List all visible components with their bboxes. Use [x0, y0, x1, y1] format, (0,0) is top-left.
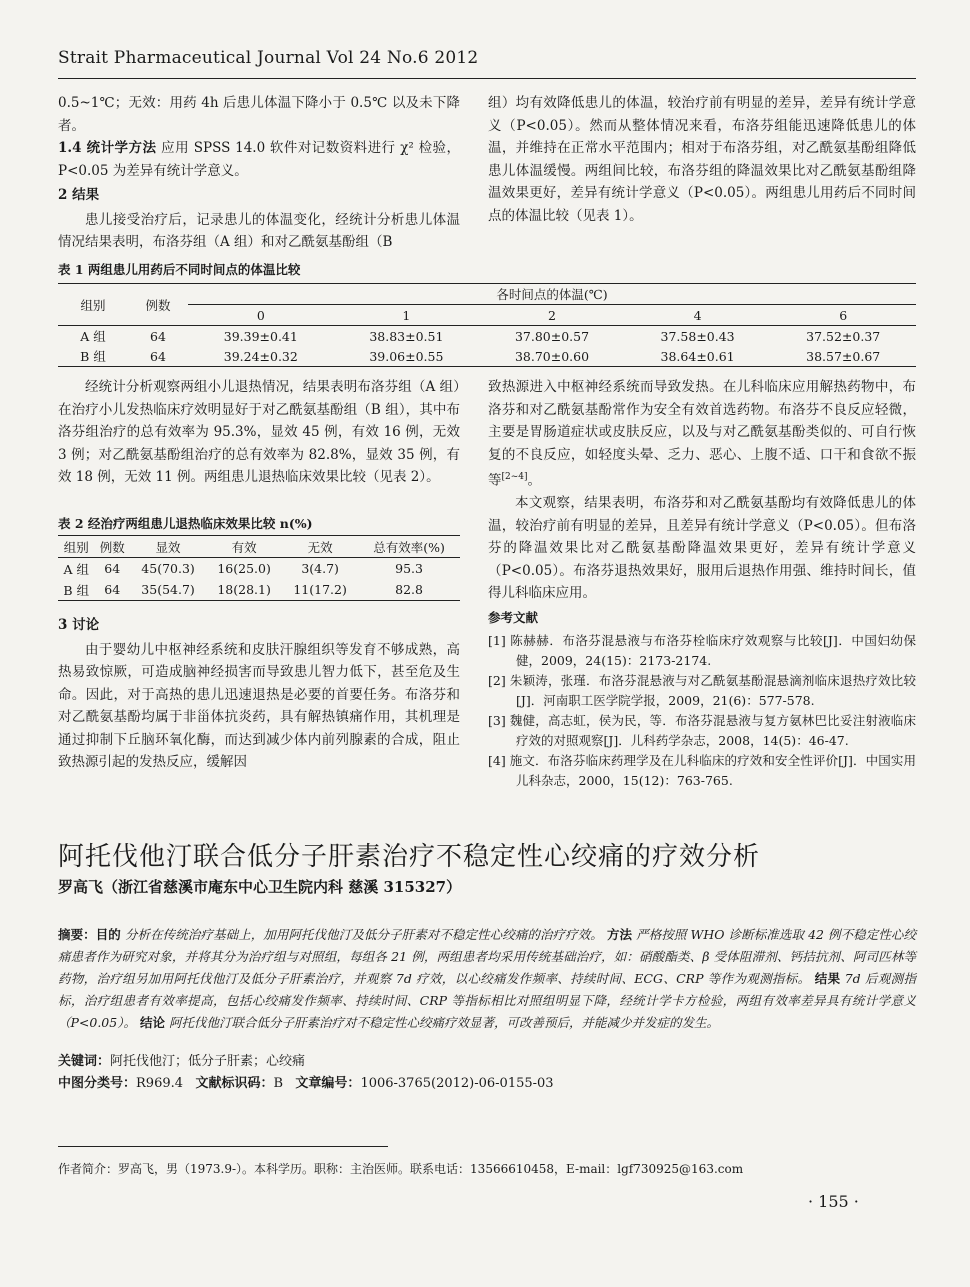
art-value: 1006-3765(2012)-06-0155-03	[360, 1076, 554, 1091]
references-list	[488, 631, 916, 791]
author-footnote: 作者简介：罗高飞，男（1973.9-）。本科学历。职称：主治医师。联系电话：13566610458，E-mail：lgf730925@163.com	[58, 1162, 744, 1176]
table-cell: B 组	[58, 579, 94, 601]
abstract-objective: 分析在传统治疗基础上，加用阿托伐他汀及低分子肝素对不稳定性心绞痛的治疗疗效。	[124, 927, 603, 942]
paragraph: 经统计分析观察两组小儿退热情况，结果表明布洛芬组（A 组）在治疗小儿发热临床疗效明显好于对乙酰氨基酚组（B 组），其中布洛芬组治疗的总有效率为 95.3%，显效 45 例，有效 16 例，无效 3 例；对乙酰氨基酚组治疗的总有效率为 82.8%，显效 35 例，有效 18 例，无效 11 例。两组患儿退热临床效果比较（见表 2）。	[58, 379, 460, 485]
table2-header: 无效	[282, 536, 358, 558]
table1-time-header: 1	[334, 305, 480, 326]
section-1-4	[58, 137, 460, 182]
cls-label: 中图分类号：	[58, 1076, 137, 1091]
table-cell: 37.52±0.37	[806, 328, 881, 344]
table-cell: 38.83±0.51	[369, 328, 444, 344]
reference-item: [2] 朱颖涛，张瑾．布洛芬混悬液与对乙酰氨基酚混悬滴剂临床退热疗效比较[J]．河南职工医学院学报，2009，21(6)：577-578.	[488, 673, 916, 708]
doc-value: B	[273, 1076, 284, 1091]
table2-header: 显效	[130, 536, 206, 558]
header-rule	[58, 78, 916, 79]
table1-time-header: 6	[770, 305, 916, 326]
paragraph: 0.5~1℃；无效：用药 4h 后患儿体温下降小于 0.5℃ 以及未下降者。	[58, 95, 460, 134]
table-cell: 37.58±0.43	[660, 328, 735, 344]
article-author: 罗高飞（浙江省慈溪市庵东中心卫生院内科 慈溪 315327）	[58, 878, 462, 896]
article-title: 阿托伐他汀联合低分子肝素治疗不稳定性心绞痛的疗效分析	[58, 842, 761, 872]
abstract-method-label: 方法	[606, 927, 633, 942]
table-cell: 38.64±0.61	[625, 346, 771, 367]
table2-caption: 表 2 经治疗两组患儿退热临床效果比较 n(%)	[58, 516, 313, 531]
table1-header-n: 例数	[128, 284, 188, 326]
table-row	[58, 346, 916, 367]
table-cell: 64	[128, 346, 188, 367]
abstract-conclusion-label: 结论	[139, 1015, 165, 1030]
table2	[58, 535, 460, 601]
section-text: 应用 SPSS 14.0 软件对记数资料进行 χ² 检验，P<0.05 为差异有统计学意义。	[58, 140, 460, 179]
table1-header-span: 各时间点的体温(℃)	[188, 284, 916, 305]
journal-header: Strait Pharmaceutical Journal Vol 24 No.6 2012	[58, 48, 479, 68]
page-number: · 155 ·	[808, 1192, 859, 1211]
table-cell: 39.24±0.32	[188, 346, 334, 367]
table-cell: 11(17.2)	[282, 579, 358, 601]
classification	[58, 1072, 554, 1091]
table-row	[58, 579, 460, 601]
table-cell: 37.80±0.57	[514, 328, 590, 344]
abstract-method: 严格按照 WHO 诊断标准选取 42 例不稳定性心绞痛患者作为研究对象，并将其分为治疗组与对照组，每组各 21 例，两组患者均采用传统基础治疗，如：硝酸酯类、β 受体阻滞剂、钙拮抗剂、阿司匹林等药物，治疗组另加用阿托伐他汀及低分子肝素治疗，并观察 7d 疗效，以心绞痛发作频率、持续时间、ECG、CRP 等作为观测指标。	[58, 927, 916, 986]
table-cell: 45(70.3)	[141, 561, 195, 576]
paragraph	[488, 376, 916, 492]
reference-item: [4] 施文．布洛芬临床药理学及在儿科临床的疗效和安全性评价[J]．中国实用儿科杂志，2000，15(12)：763-765.	[488, 753, 916, 788]
cls-value: R969.4	[136, 1076, 184, 1091]
table1-caption: 表 1 两组患儿用药后不同时间点的体温比较	[58, 262, 301, 277]
table2-header: 例数	[94, 536, 130, 558]
table-cell: 39.06±0.55	[334, 346, 480, 367]
table-row	[58, 326, 916, 347]
table1-header-group: 组别	[58, 284, 128, 326]
table1-time-header: 0	[188, 305, 334, 326]
paragraph-end: 。	[527, 472, 542, 489]
table-cell: 82.8	[358, 579, 460, 601]
table-cell: 3(4.7)	[301, 561, 339, 576]
table-cell: 39.39±0.41	[223, 328, 298, 344]
table-cell: A 组	[80, 329, 106, 344]
table-row	[58, 558, 460, 580]
art-label: 文章编号：	[295, 1076, 361, 1091]
table-cell: 38.57±0.67	[770, 346, 916, 367]
right-column-top	[488, 92, 916, 227]
paragraph: 组）均有效降低患儿的体温，较治疗前有明显的差异，差异有统计学意义（P<0.05）。然而从整体情况来看，布洛芬组能迅速降低患儿的体温，并维持在正常水平范围内；相对于布洛芬组，对乙酰氨基酚组降低患儿体温缓慢。两组间比较，布洛芬组的降温效果比对乙酰氨基酚组降温效果更好，差异有统计学意义（P<0.05）。两组患儿用药后不同时间点的体温比较（见表 1）。	[488, 95, 916, 224]
citation: [2~4]	[501, 472, 528, 482]
keywords-text: 阿托伐他汀；低分子肝素；心绞痛	[110, 1054, 306, 1069]
table1-time-header: 2	[479, 305, 625, 326]
table-cell: 35(54.7)	[130, 579, 206, 601]
section-label: 1.4 统计学方法	[58, 140, 157, 156]
table-cell: 95.3	[395, 561, 423, 576]
doc-label: 文献标识码：	[195, 1076, 274, 1091]
abstract	[58, 924, 916, 1034]
table-cell: B 组	[58, 346, 128, 367]
keywords-label: 关键词：	[58, 1054, 111, 1069]
abstract-conclusion: 阿托伐他汀联合低分子肝素治疗对不稳定性心绞痛疗效显著，可改善预后，并能减少并发症的发生。	[168, 1015, 719, 1030]
table1	[58, 283, 916, 367]
table-cell: 64	[94, 579, 130, 601]
keywords	[58, 1050, 305, 1069]
table-cell: 16(25.0)	[217, 561, 271, 576]
paragraph: 本文观察，结果表明，布洛芬和对乙酰氨基酚均有效降低患儿的体温，较治疗前有明显的差异，且差异有统计学意义（P<0.05）。但布洛芬的降温效果比对乙酰氨基酚降温效果更好，差异有统计学意义（P<0.05）。布洛芬退热效果好，服用后退热作用强、维持时间长，值得儿科临床应用。	[488, 495, 916, 601]
table2-header: 有效	[206, 536, 282, 558]
table1-time-header: 4	[625, 305, 771, 326]
abstract-result-label: 结果	[814, 971, 841, 986]
table-cell: A 组	[63, 561, 89, 577]
right-column-bottom	[488, 376, 916, 791]
table-cell: 18(28.1)	[206, 579, 282, 601]
reference-item: [3] 魏健，高志虹，侯为民，等．布洛芬混悬液与复方氨林巴比妥注射液临床疗效的对照观察[J]．儿科药学杂志，2008，14(5)：46-47.	[488, 713, 916, 748]
paragraph: 患儿接受治疗后，记录患儿的体温变化，经统计分析患儿体温情况结果表明，布洛芬组（A 组）和对乙酰氨基酚组（B	[58, 211, 460, 250]
left-column-top	[58, 92, 460, 254]
section-2-heading: 2 结果	[58, 187, 100, 203]
paragraph-text: 致热源进入中枢神经系统而导致发热。在儿科临床应用解热药物中，布洛芬和对乙酰氨基酚常作为安全有效首选药物。布洛芬不良反应轻微，主要是胃肠道症状或皮肤反应，以及与对乙酰氨基酚类似的、可自行恢复的不良反应，如轻度头晕、乏力、恶心、上腹不适、口干和食欲不振等	[488, 379, 916, 489]
section-3-heading: 3 讨论	[58, 617, 100, 633]
table-cell: 64	[104, 561, 121, 576]
abstract-label: 摘要：目的	[58, 927, 121, 942]
table-cell: 38.70±0.60	[479, 346, 625, 367]
references-title: 参考文献	[488, 609, 539, 625]
left-column-bottom	[58, 612, 460, 774]
left-column-middle	[58, 376, 460, 489]
paragraph: 由于婴幼儿中枢神经系统和皮肤汗腺组织等发育不够成熟，高热易致惊厥，可造成脑神经损害而导致患儿智力低下，甚至危及生命。因此，对于高热的患儿迅速退热是必要的首要任务。布洛芬和对乙酰氨基酚均属于非甾体抗炎药，具有解热镇痛作用，其机理是通过抑制下丘脑环氧化酶，而达到减少体内前列腺素的合成，阻止致热源引起的发热反应，缓解因	[58, 641, 460, 770]
table2-header: 组别	[58, 536, 94, 558]
table2-header: 总有效率(%)	[358, 536, 460, 558]
reference-item: [1] 陈赫赫．布洛芬混悬液与布洛芬栓临床疗效观察与比较[J]．中国妇幼保健，2009，24(15)：2173-2174.	[488, 633, 916, 668]
table-cell: 64	[150, 328, 166, 344]
abstract-result: 7d 后观测指标，治疗组患者有效率提高，包括心绞痛发作频率、持续时间、CRP 等指标相比对照组明显下降，经统计学卡方检验，两组有效率差异具有统计学意义（P<0.05）。	[58, 971, 916, 1030]
footnote-rule	[58, 1146, 388, 1147]
